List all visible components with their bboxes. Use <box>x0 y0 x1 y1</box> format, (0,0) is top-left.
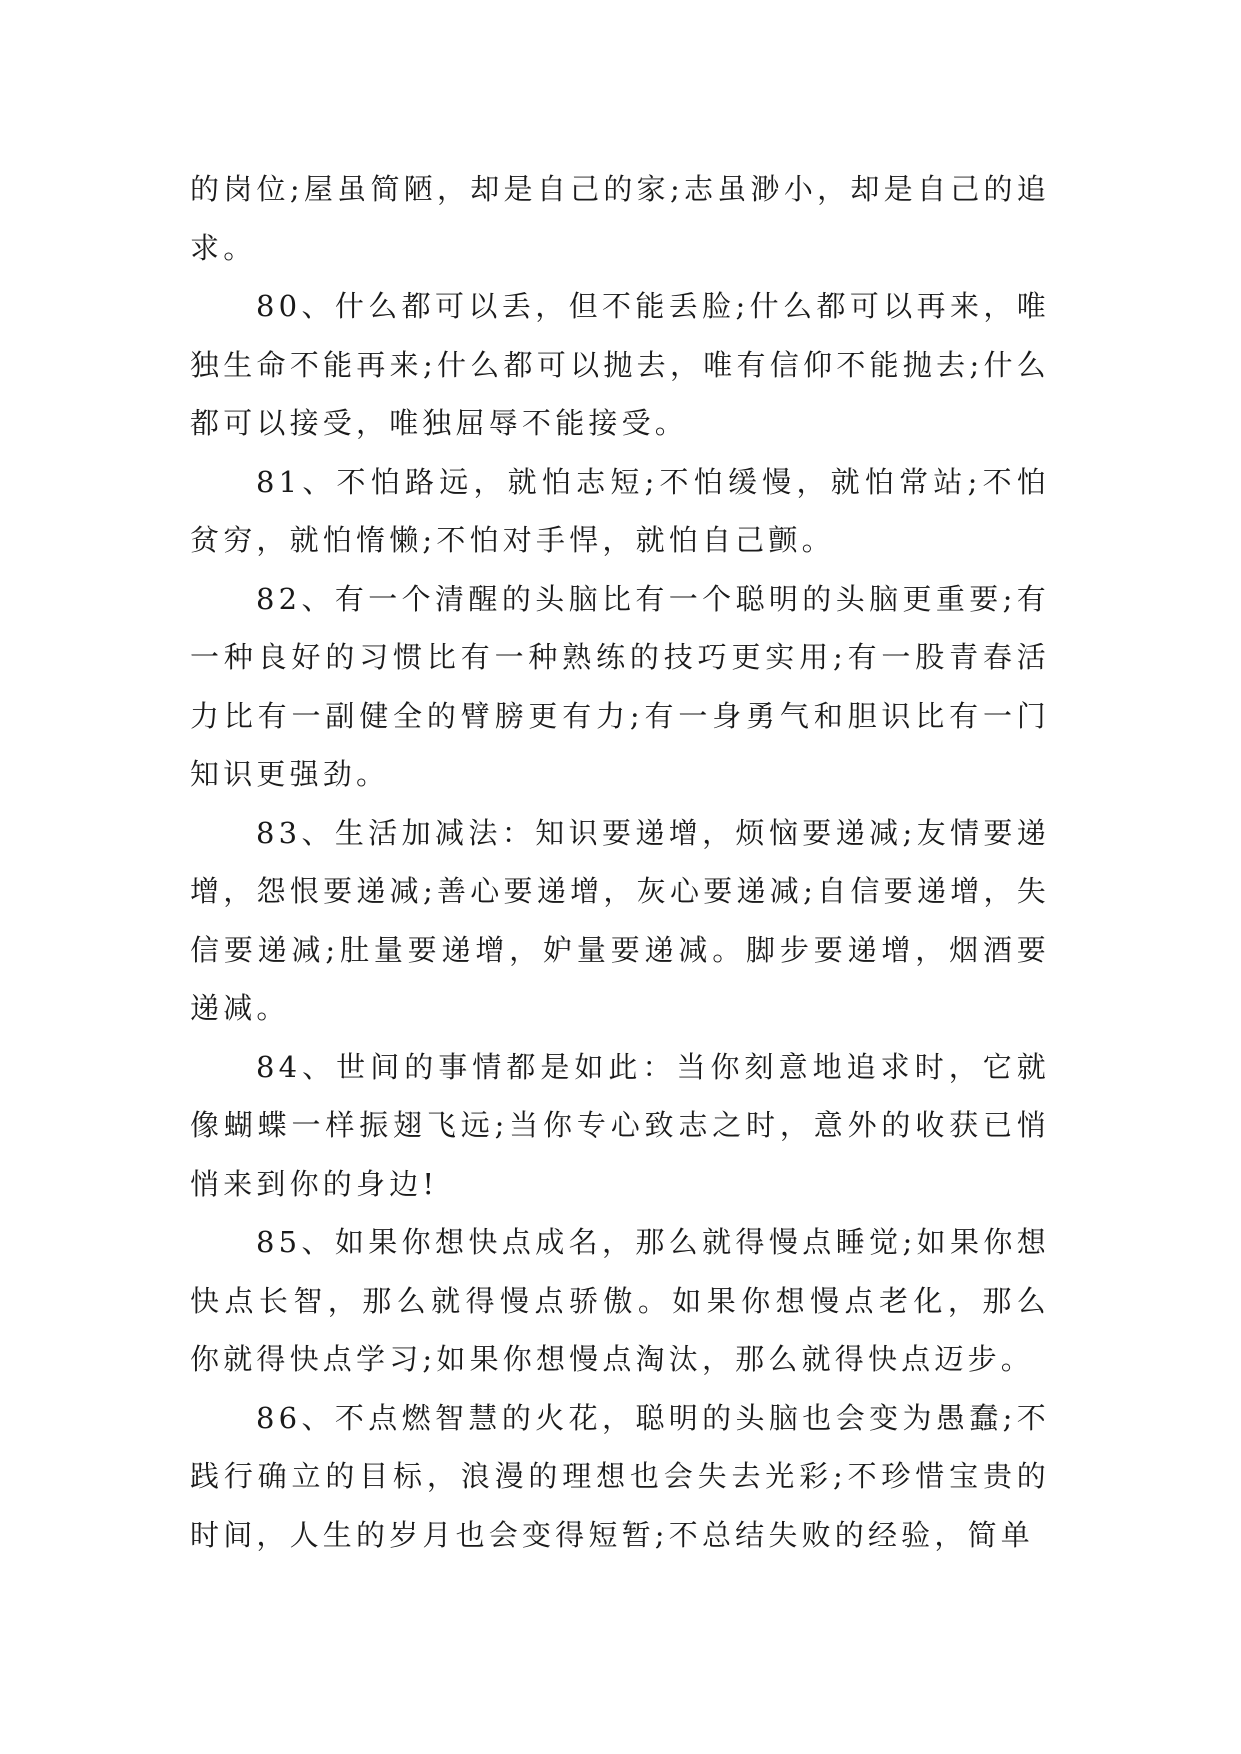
paragraph-82: 82、有一个清醒的头脑比有一个聪明的头脑更重要;有一种良好的习惯比有一种熟练的技巧更实用;有一股青春活力比有一副健全的臂膀更有力;有一身勇气和胆识比有一门知识更强劲。 <box>190 581 1050 791</box>
document-page <box>190 160 1050 1564</box>
paragraph-81: 81、不怕路远，就怕志短;不怕缓慢，就怕常站;不怕贫穷，就怕惰懒;不怕对手悍，就怕自己颤。 <box>190 464 1050 557</box>
paragraph-83: 83、生活加减法：知识要递增，烦恼要递减;友情要递增，怨恨要递减;善心要递增，灰心要递减;自信要递增，失信要递减;肚量要递增，妒量要递减。脚步要递增，烟酒要递减。 <box>190 815 1050 1025</box>
paragraph-80: 80、什么都可以丢，但不能丢脸;什么都可以再来，唯独生命不能再来;什么都可以抛去，唯有信仰不能抛去;什么都可以接受，唯独屈辱不能接受。 <box>190 289 1050 440</box>
paragraph-84: 84、世间的事情都是如此：当你刻意地追求时，它就像蝴蝶一样振翅飞远;当你专心致志之时，意外的收获已悄悄来到你的身边! <box>190 1049 1050 1201</box>
paragraph-86: 86、不点燃智慧的火花，聪明的头脑也会变为愚蠢;不践行确立的目标，浪漫的理想也会失去光彩;不珍惜宝贵的时间，人生的岁月也会变得短暂;不总结失败的经验，简单 <box>190 1400 1050 1552</box>
paragraph-continuation: 的岗位;屋虽简陋，却是自己的家;志虽渺小，却是自己的追求。 <box>190 172 1050 265</box>
paragraph-85: 85、如果你想快点成名，那么就得慢点睡觉;如果你想快点长智，那么就得慢点骄傲。如果你想慢点老化，那么你就得快点学习;如果你想慢点淘汰，那么就得快点迈步。 <box>190 1225 1050 1376</box>
